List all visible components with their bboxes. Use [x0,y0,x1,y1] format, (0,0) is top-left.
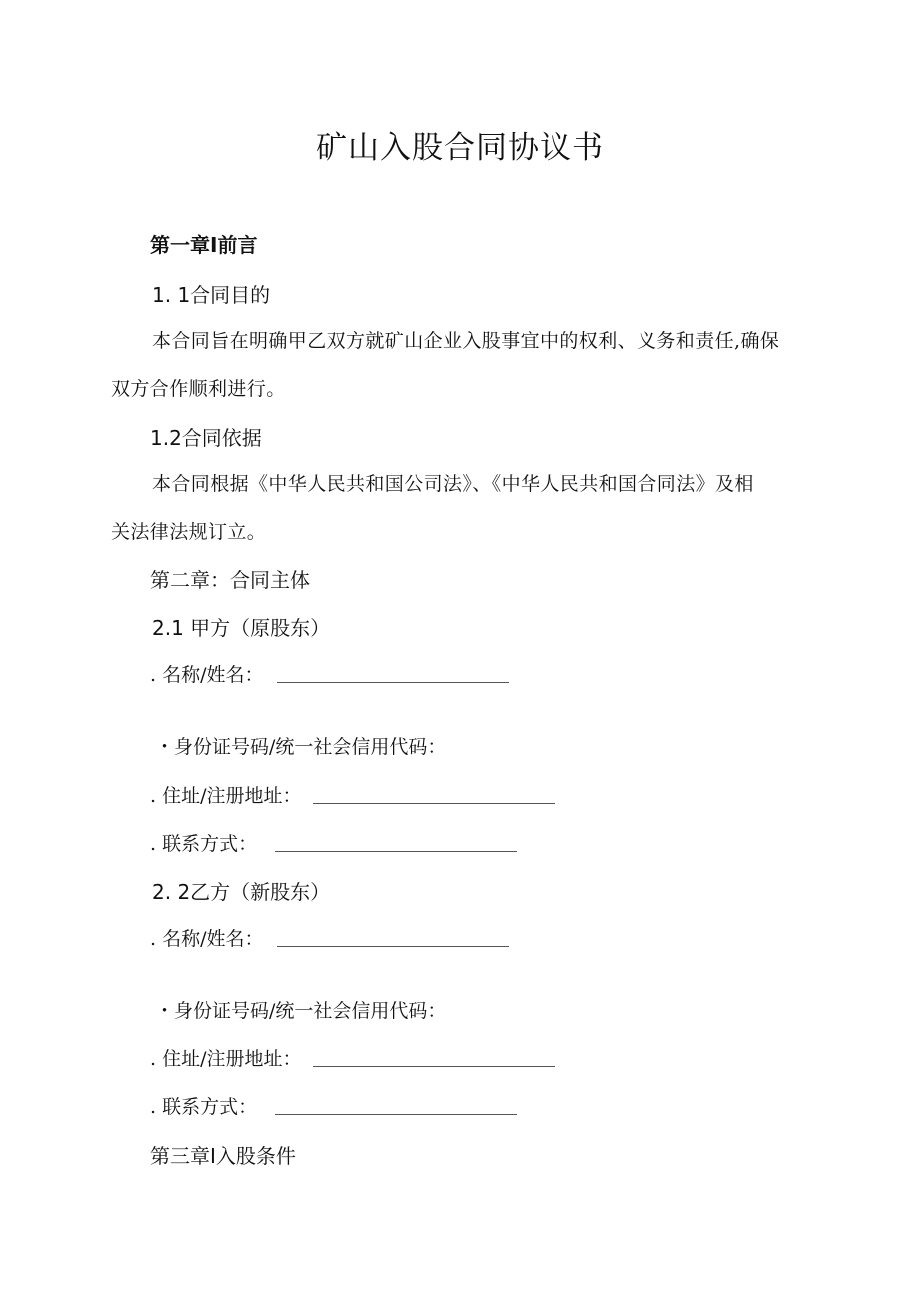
party-a-contact-blank[interactable] [275,850,517,852]
party-b-heading: 2. 2乙方（新股东） [152,880,331,904]
party-b-name-blank[interactable] [277,945,509,947]
party-a-name-label: . 名称/姓名： [150,664,264,686]
section-1-2-text-line2: 关法律法规订立。 [111,521,267,543]
party-b-address-field [150,1044,555,1071]
party-a-address-blank[interactable] [313,802,555,804]
section-1-2-heading: 1.2合同依据 [150,426,262,450]
party-b-contact-blank[interactable] [275,1113,517,1115]
chapter-3-heading: 第三章I入股条件 [150,1144,296,1168]
section-1-1-heading: 1. 1合同目的 [152,283,271,307]
party-b-contact-field [150,1092,517,1119]
party-a-address-field [150,781,555,808]
party-b-name-label: . 名称/姓名： [150,928,264,950]
party-a-id-label: ・身份证号码/统一社会信用代码： [155,736,447,758]
party-b-contact-label: . 联系方式： [150,1096,258,1118]
chapter-1-heading: 第一章I前言 [150,233,258,257]
party-a-contact-label: . 联系方式： [150,833,258,855]
party-a-name-blank[interactable] [277,681,509,683]
document-title: 矿山入股合同协议书 [316,130,604,166]
party-b-id-field [155,996,446,1023]
party-a-id-field [155,732,446,759]
party-b-name-field [150,924,509,951]
party-a-address-label: . 住址/注册地址： [150,785,302,807]
section-1-1-text-line1: 本合同旨在明确甲乙双方就矿山企业入股事宜中的权利、义务和责任,确保 [152,330,780,352]
party-b-address-blank[interactable] [313,1065,555,1067]
party-b-address-label: . 住址/注册地址： [150,1048,302,1070]
party-a-heading: 2.1 甲方（原股东） [152,616,331,640]
party-a-name-field [150,660,509,687]
section-1-1-text-line2: 双方合作顺利进行。 [111,378,286,400]
chapter-2-heading: 第二章：合同主体 [150,568,310,592]
party-a-contact-field [150,829,517,856]
party-b-id-label: ・身份证号码/统一社会信用代码： [155,1000,447,1022]
section-1-2-text-line1: 本合同根据《中华人民共和国公司法》、《中华人民共和国合同法》及相 [152,473,754,495]
